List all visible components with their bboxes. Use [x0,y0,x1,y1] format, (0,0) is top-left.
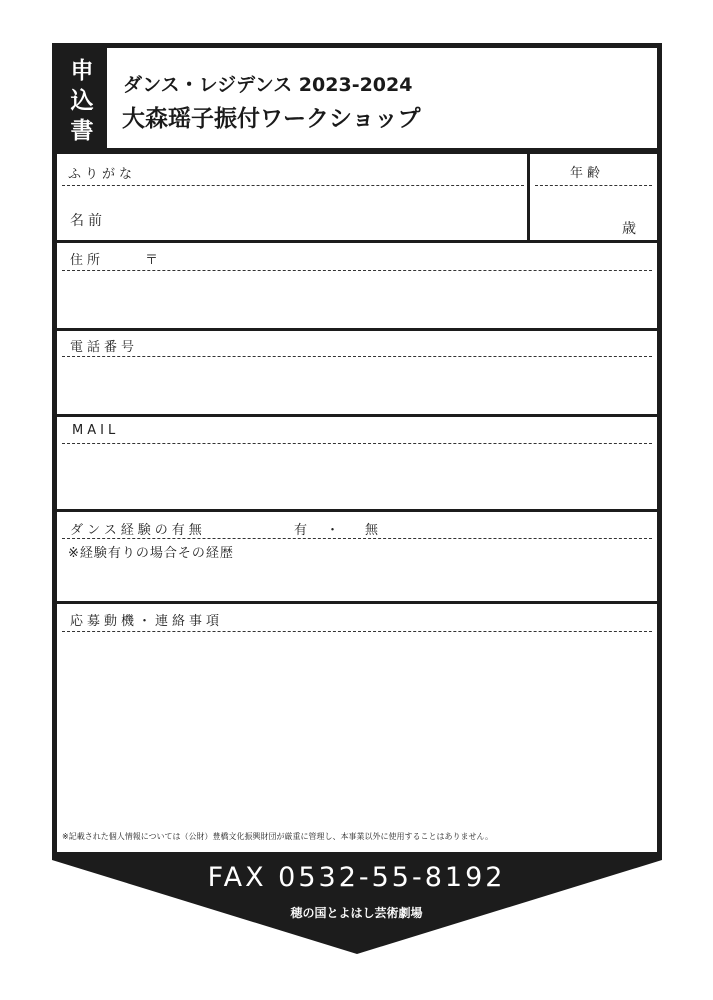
divider [57,240,657,243]
motivation-label: 応募動機・連絡事項 [70,614,224,629]
age-label: 年齢 [570,166,605,181]
option-separator: ・ [326,523,344,538]
mail-line [62,443,652,444]
furigana-line [62,185,524,186]
postal-mark: 〒 [145,253,163,268]
name-label: 名前 [70,213,106,229]
motivation-line [62,631,652,632]
application-badge [57,48,107,154]
age-divider [527,154,530,240]
badge-char: 申 [70,58,94,84]
dance-yes-option: 有 [294,523,312,538]
application-form [52,43,662,857]
form-header [57,48,657,154]
phone-line [62,356,652,357]
dance-experience-label: ダンス経験の有無 [70,523,206,538]
badge-char: 込 [70,88,94,114]
address-label: 住所 [70,253,105,268]
divider [57,601,657,604]
badge-char: 書 [70,118,94,144]
title-box [107,48,657,148]
address-line [62,270,652,271]
mail-label: MAIL [72,423,120,438]
divider [57,414,657,417]
phone-label: 電話番号 [70,340,139,355]
venue-name: 穂の国とよはし芸術劇場 [290,906,423,920]
divider [57,328,657,331]
dance-experience-note: ※経験有りの場合その経歴 [68,546,234,561]
age-unit: 歳 [622,221,640,237]
event-title: ダンス・レジデンス 2023-2024 [123,74,413,96]
workshop-title: 大森瑶子振付ワークショップ [122,106,421,132]
privacy-note: ※記載された個人情報については（公財）豊橋文化振興財団が厳重に管理し、本事業以外に使用することはありません。 [62,832,494,841]
divider [57,509,657,512]
fax-number: FAX 0532-55-8192 [207,862,506,893]
form-body [57,48,657,852]
dance-line [62,538,652,539]
age-line [535,185,652,186]
dance-no-option: 無 [365,523,383,538]
furigana-label: ふりがな [68,167,137,182]
